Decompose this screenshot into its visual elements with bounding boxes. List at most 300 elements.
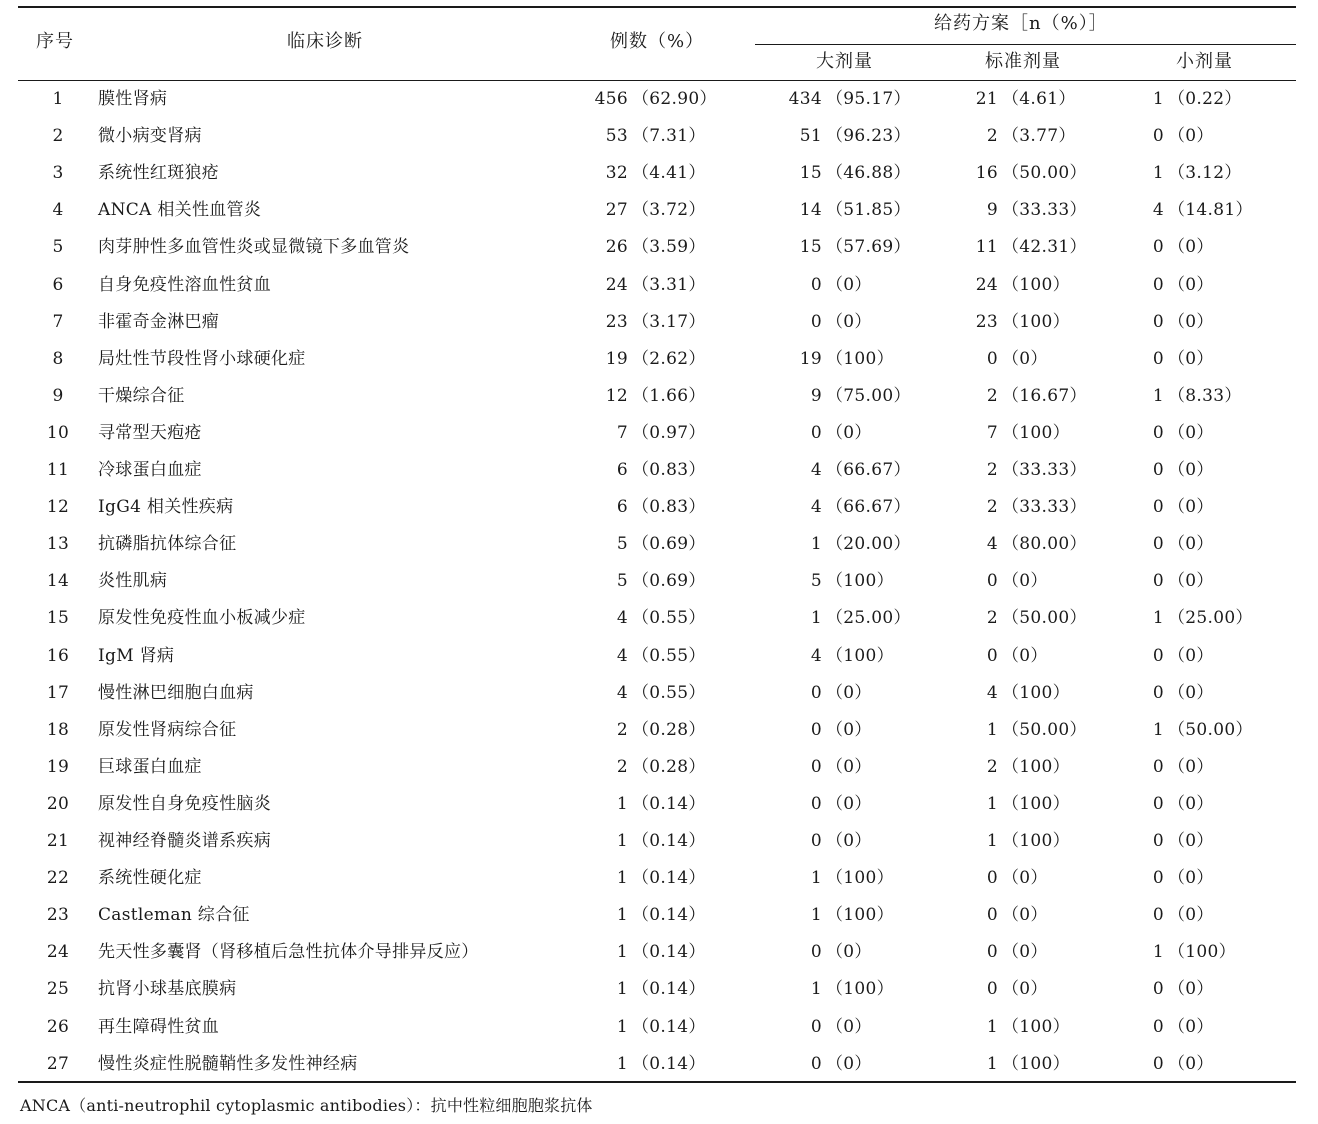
row-high-dose-number: 0 [810,942,822,962]
row-high-dose-cell [760,905,940,925]
row-count-percent: （0.55） [632,683,706,703]
row-standard-dose-percent: （4.61） [1002,89,1076,109]
row-low-dose-percent: （3.12） [1168,163,1242,183]
row-low-dose-percent: （0） [1168,571,1214,591]
row-standard-dose-percent: （100） [1002,1017,1070,1037]
row-count-cell [560,349,740,369]
row-count-cell [560,868,740,888]
row-count-percent: （7.31） [632,126,706,146]
row-high-dose-cell [760,200,940,220]
row-count-percent: （0.83） [632,460,706,480]
row-standard-dose-cell [940,683,1120,703]
row-count-cell [560,608,740,628]
top-rule [18,6,1296,8]
row-standard-dose-number: 2 [986,608,998,628]
header-low-dose: 小剂量 [1176,51,1233,72]
row-count-number: 1 [616,868,628,888]
row-high-dose-number: 1 [810,608,822,628]
row-standard-dose-number: 0 [986,868,998,888]
row-count-number: 4 [616,608,628,628]
row-count-percent: （0.55） [632,646,706,666]
row-count-percent: （3.59） [632,237,706,257]
row-count-number: 6 [616,497,628,517]
row-high-dose-percent: （0） [826,683,872,703]
row-low-dose-percent: （0） [1168,757,1214,777]
row-standard-dose-cell [940,312,1120,332]
row-standard-dose-percent: （100） [1002,312,1070,332]
row-low-dose-number: 0 [1152,646,1164,666]
row-high-dose-number: 0 [810,312,822,332]
row-high-dose-percent: （100） [826,571,894,591]
row-high-dose-cell [760,423,940,443]
row-count-percent: （0.28） [632,757,706,777]
row-count-number: 12 [605,386,628,406]
row-low-dose-number: 0 [1152,683,1164,703]
row-low-dose-cell [1120,460,1300,480]
row-count-number: 24 [605,275,628,295]
row-standard-dose-percent: （50.00） [1002,608,1087,628]
row-low-dose-percent: （0） [1168,275,1214,295]
row-index: 9 [52,386,64,406]
row-low-dose-number: 1 [1152,608,1164,628]
row-standard-dose-number: 2 [986,460,998,480]
row-standard-dose-percent: （0） [1002,349,1048,369]
row-high-dose-percent: （66.67） [826,460,911,480]
row-count-number: 26 [605,237,628,257]
row-standard-dose-cell [940,534,1120,554]
row-low-dose-cell [1120,163,1300,183]
row-high-dose-cell [760,794,940,814]
row-count-number: 7 [616,423,628,443]
row-high-dose-number: 9 [810,386,822,406]
row-low-dose-cell [1120,683,1300,703]
row-diagnosis: 冷球蛋白血症 [98,460,202,480]
row-low-dose-percent: （0） [1168,349,1214,369]
row-count-number: 1 [616,831,628,851]
row-standard-dose-number: 4 [986,683,998,703]
row-low-dose-cell [1120,831,1300,851]
row-standard-dose-number: 23 [975,312,998,332]
row-count-number: 5 [616,571,628,591]
row-standard-dose-percent: （33.33） [1002,497,1087,517]
row-low-dose-cell [1120,868,1300,888]
row-index: 15 [46,608,70,628]
row-high-dose-cell [760,831,940,851]
row-standard-dose-cell [940,1054,1120,1074]
row-high-dose-percent: （0） [826,942,872,962]
row-high-dose-cell [760,163,940,183]
row-low-dose-cell [1120,757,1300,777]
row-low-dose-number: 1 [1152,386,1164,406]
row-low-dose-percent: （0） [1168,423,1214,443]
row-diagnosis: 先天性多囊肾（肾移植后急性抗体介导排异反应） [98,942,479,962]
row-standard-dose-percent: （16.67） [1002,386,1087,406]
row-standard-dose-number: 0 [986,979,998,999]
row-count-percent: （2.62） [632,349,706,369]
row-low-dose-cell [1120,534,1300,554]
row-count-cell [560,386,740,406]
row-standard-dose-percent: （100） [1002,1054,1070,1074]
row-diagnosis: 系统性红斑狼疮 [98,163,220,183]
row-low-dose-number: 0 [1152,1054,1164,1074]
row-count-number: 1 [616,942,628,962]
row-high-dose-cell [760,1017,940,1037]
row-diagnosis: 慢性淋巴细胞白血病 [98,683,254,703]
footnote: ANCA（anti-neutrophil cytoplasmic antibodies）：抗中性粒细胞胞浆抗体 [20,1096,593,1115]
row-index: 4 [52,200,64,220]
row-low-dose-cell [1120,275,1300,295]
row-low-dose-cell [1120,349,1300,369]
row-standard-dose-cell [940,608,1120,628]
row-high-dose-percent: （100） [826,646,894,666]
row-count-percent: （0.14） [632,942,706,962]
header-count: 例数（%） [610,31,705,52]
row-high-dose-number: 1 [810,534,822,554]
row-standard-dose-cell [940,89,1120,109]
row-standard-dose-cell [940,497,1120,517]
row-count-cell [560,534,740,554]
row-standard-dose-percent: （50.00） [1002,720,1087,740]
row-high-dose-cell [760,126,940,146]
row-low-dose-percent: （8.33） [1168,386,1242,406]
row-high-dose-percent: （96.23） [826,126,911,146]
row-high-dose-cell [760,237,940,257]
row-standard-dose-percent: （100） [1002,683,1070,703]
row-standard-dose-cell [940,905,1120,925]
row-high-dose-percent: （20.00） [826,534,911,554]
row-count-percent: （0.97） [632,423,706,443]
row-low-dose-cell [1120,794,1300,814]
row-low-dose-cell [1120,200,1300,220]
row-low-dose-cell [1120,905,1300,925]
row-count-cell [560,126,740,146]
row-count-number: 1 [616,905,628,925]
row-low-dose-number: 0 [1152,534,1164,554]
row-standard-dose-number: 1 [986,831,998,851]
row-low-dose-number: 0 [1152,312,1164,332]
row-low-dose-cell [1120,979,1300,999]
row-standard-dose-cell [940,831,1120,851]
row-diagnosis: 干燥综合征 [98,386,185,406]
row-index: 7 [52,312,64,332]
row-count-cell [560,275,740,295]
row-count-number: 4 [616,683,628,703]
row-standard-dose-number: 4 [986,534,998,554]
row-index: 1 [52,89,64,109]
row-standard-dose-number: 2 [986,757,998,777]
row-count-cell [560,460,740,480]
row-standard-dose-cell [940,571,1120,591]
row-standard-dose-percent: （100） [1002,757,1070,777]
row-high-dose-number: 14 [799,200,822,220]
row-standard-dose-percent: （100） [1002,275,1070,295]
row-low-dose-number: 0 [1152,237,1164,257]
row-high-dose-number: 15 [799,237,822,257]
row-low-dose-cell [1120,89,1300,109]
row-high-dose-cell [760,89,940,109]
row-high-dose-cell [760,757,940,777]
row-low-dose-percent: （0） [1168,683,1214,703]
row-diagnosis: 原发性自身免疫性脑炎 [98,794,271,814]
row-standard-dose-percent: （0） [1002,979,1048,999]
row-high-dose-number: 1 [810,905,822,925]
row-low-dose-percent: （0.22） [1168,89,1242,109]
row-count-percent: （0.55） [632,608,706,628]
row-low-dose-number: 1 [1152,720,1164,740]
row-standard-dose-percent: （100） [1002,794,1070,814]
row-high-dose-percent: （100） [826,868,894,888]
row-count-percent: （0.14） [632,868,706,888]
row-count-number: 6 [616,460,628,480]
row-index: 5 [52,237,64,257]
row-low-dose-percent: （0） [1168,868,1214,888]
row-low-dose-cell [1120,571,1300,591]
row-count-percent: （0.14） [632,905,706,925]
row-high-dose-percent: （66.67） [826,497,911,517]
row-high-dose-number: 0 [810,831,822,851]
row-index: 22 [46,868,70,888]
row-count-percent: （3.17） [632,312,706,332]
row-diagnosis: 自身免疫性溶血性贫血 [98,275,271,295]
row-count-cell [560,831,740,851]
row-standard-dose-cell [940,720,1120,740]
header-high-dose: 大剂量 [816,51,873,72]
row-high-dose-cell [760,720,940,740]
row-diagnosis: 局灶性节段性肾小球硬化症 [98,349,306,369]
row-index: 8 [52,349,64,369]
row-standard-dose-cell [940,942,1120,962]
row-standard-dose-cell [940,868,1120,888]
row-low-dose-percent: （0） [1168,534,1214,554]
row-high-dose-number: 1 [810,868,822,888]
row-high-dose-percent: （0） [826,423,872,443]
row-diagnosis: 膜性肾病 [98,89,168,109]
row-low-dose-percent: （0） [1168,1017,1214,1037]
row-diagnosis: 再生障碍性贫血 [98,1017,220,1037]
row-low-dose-cell [1120,720,1300,740]
row-high-dose-percent: （0） [826,757,872,777]
row-diagnosis: IgM 肾病 [98,646,175,666]
row-count-number: 456 [594,89,628,109]
row-count-cell [560,423,740,443]
row-high-dose-number: 5 [810,571,822,591]
row-standard-dose-number: 0 [986,571,998,591]
row-standard-dose-cell [940,200,1120,220]
row-high-dose-cell [760,1054,940,1074]
row-count-number: 1 [616,1054,628,1074]
row-count-cell [560,720,740,740]
row-standard-dose-cell [940,275,1120,295]
row-count-percent: （0.14） [632,1054,706,1074]
row-low-dose-cell [1120,423,1300,443]
row-count-number: 2 [616,720,628,740]
header-index: 序号 [36,31,74,52]
row-standard-dose-percent: （3.77） [1002,126,1076,146]
row-low-dose-percent: （0） [1168,312,1214,332]
header-bottom-rule [18,80,1296,81]
row-standard-dose-percent: （0） [1002,571,1048,591]
row-high-dose-number: 0 [810,794,822,814]
row-standard-dose-number: 7 [986,423,998,443]
row-diagnosis: 肉芽肿性多血管性炎或显微镜下多血管炎 [98,237,410,257]
row-high-dose-number: 19 [799,349,822,369]
row-high-dose-number: 0 [810,683,822,703]
row-standard-dose-cell [940,126,1120,146]
row-standard-dose-number: 0 [986,646,998,666]
row-count-cell [560,942,740,962]
bottom-rule [18,1081,1296,1083]
row-high-dose-percent: （25.00） [826,608,911,628]
row-low-dose-percent: （0） [1168,497,1214,517]
row-low-dose-number: 0 [1152,979,1164,999]
row-low-dose-percent: （0） [1168,979,1214,999]
row-high-dose-cell [760,312,940,332]
row-standard-dose-cell [940,979,1120,999]
row-diagnosis: 炎性肌病 [98,571,168,591]
row-low-dose-cell [1120,942,1300,962]
row-count-cell [560,683,740,703]
row-standard-dose-number: 1 [986,720,998,740]
row-low-dose-number: 0 [1152,757,1164,777]
row-high-dose-number: 0 [810,275,822,295]
row-high-dose-cell [760,608,940,628]
row-count-cell [560,794,740,814]
row-standard-dose-cell [940,163,1120,183]
row-count-percent: （0.14） [632,1017,706,1037]
row-diagnosis: 寻常型天疱疮 [98,423,202,443]
row-high-dose-cell [760,979,940,999]
row-standard-dose-number: 2 [986,386,998,406]
row-index: 14 [46,571,70,591]
row-count-number: 1 [616,979,628,999]
row-count-cell [560,163,740,183]
row-standard-dose-number: 1 [986,1017,998,1037]
row-low-dose-cell [1120,1017,1300,1037]
row-standard-dose-cell [940,237,1120,257]
row-low-dose-cell [1120,312,1300,332]
row-standard-dose-number: 0 [986,942,998,962]
row-high-dose-number: 1 [810,979,822,999]
row-index: 19 [46,757,70,777]
row-high-dose-percent: （0） [826,1054,872,1074]
row-index: 16 [46,646,70,666]
row-count-number: 23 [605,312,628,332]
row-count-number: 32 [605,163,628,183]
row-standard-dose-cell [940,460,1120,480]
row-low-dose-percent: （0） [1168,126,1214,146]
row-high-dose-percent: （0） [826,720,872,740]
row-standard-dose-percent: （0） [1002,868,1048,888]
row-high-dose-percent: （0） [826,794,872,814]
row-diagnosis: 系统性硬化症 [98,868,202,888]
row-diagnosis: 微小病变肾病 [98,126,202,146]
row-index: 24 [46,942,70,962]
row-high-dose-percent: （0） [826,312,872,332]
row-high-dose-percent: （100） [826,905,894,925]
row-count-number: 5 [616,534,628,554]
row-index: 26 [46,1017,70,1037]
row-low-dose-cell [1120,497,1300,517]
row-count-percent: （62.90） [632,89,717,109]
row-high-dose-cell [760,646,940,666]
row-count-number: 1 [616,1017,628,1037]
row-count-cell [560,1054,740,1074]
row-count-percent: （0.69） [632,534,706,554]
row-standard-dose-cell [940,646,1120,666]
row-standard-dose-percent: （0） [1002,942,1048,962]
row-count-cell [560,200,740,220]
row-diagnosis: 抗磷脂抗体综合征 [98,534,237,554]
row-index: 3 [52,163,64,183]
row-low-dose-percent: （50.00） [1168,720,1253,740]
row-standard-dose-cell [940,349,1120,369]
row-low-dose-cell [1120,237,1300,257]
row-standard-dose-number: 21 [975,89,998,109]
row-diagnosis: 非霍奇金淋巴瘤 [98,312,220,332]
row-count-cell [560,89,740,109]
row-high-dose-number: 434 [788,89,822,109]
row-standard-dose-number: 2 [986,126,998,146]
row-standard-dose-percent: （50.00） [1002,163,1087,183]
row-low-dose-number: 0 [1152,794,1164,814]
row-index: 12 [46,497,70,517]
row-standard-dose-cell [940,794,1120,814]
row-standard-dose-percent: （33.33） [1002,200,1087,220]
row-low-dose-cell [1120,608,1300,628]
row-index: 18 [46,720,70,740]
row-low-dose-number: 0 [1152,275,1164,295]
row-diagnosis: 视神经脊髓炎谱系疾病 [98,831,271,851]
row-standard-dose-percent: （100） [1002,423,1070,443]
row-low-dose-number: 0 [1152,1017,1164,1037]
row-low-dose-percent: （0） [1168,1054,1214,1074]
row-standard-dose-number: 0 [986,905,998,925]
row-count-percent: （3.31） [632,275,706,295]
row-standard-dose-percent: （33.33） [1002,460,1087,480]
row-index: 20 [46,794,70,814]
row-standard-dose-cell [940,757,1120,777]
row-diagnosis: 原发性免疫性血小板减少症 [98,608,306,628]
row-low-dose-percent: （0） [1168,237,1214,257]
row-standard-dose-number: 24 [975,275,998,295]
row-count-number: 27 [605,200,628,220]
row-high-dose-number: 0 [810,720,822,740]
row-count-cell [560,237,740,257]
row-standard-dose-percent: （42.31） [1002,237,1087,257]
row-low-dose-percent: （0） [1168,646,1214,666]
row-high-dose-number: 4 [810,646,822,666]
row-low-dose-cell [1120,1054,1300,1074]
row-standard-dose-percent: （80.00） [1002,534,1087,554]
row-diagnosis: 原发性肾病综合征 [98,720,237,740]
row-count-percent: （0.69） [632,571,706,591]
row-diagnosis: 慢性炎症性脱髓鞘性多发性神经病 [98,1054,358,1074]
row-low-dose-number: 0 [1152,423,1164,443]
row-standard-dose-percent: （0） [1002,646,1048,666]
row-index: 21 [46,831,70,851]
row-diagnosis: ANCA 相关性血管炎 [98,200,262,220]
row-standard-dose-number: 16 [975,163,998,183]
row-low-dose-percent: （25.00） [1168,608,1253,628]
row-standard-dose-number: 1 [986,794,998,814]
row-count-number: 1 [616,794,628,814]
row-high-dose-number: 4 [810,460,822,480]
row-count-number: 4 [616,646,628,666]
row-count-percent: （1.66） [632,386,706,406]
row-low-dose-percent: （0） [1168,905,1214,925]
row-count-number: 2 [616,757,628,777]
row-high-dose-number: 0 [810,1017,822,1037]
